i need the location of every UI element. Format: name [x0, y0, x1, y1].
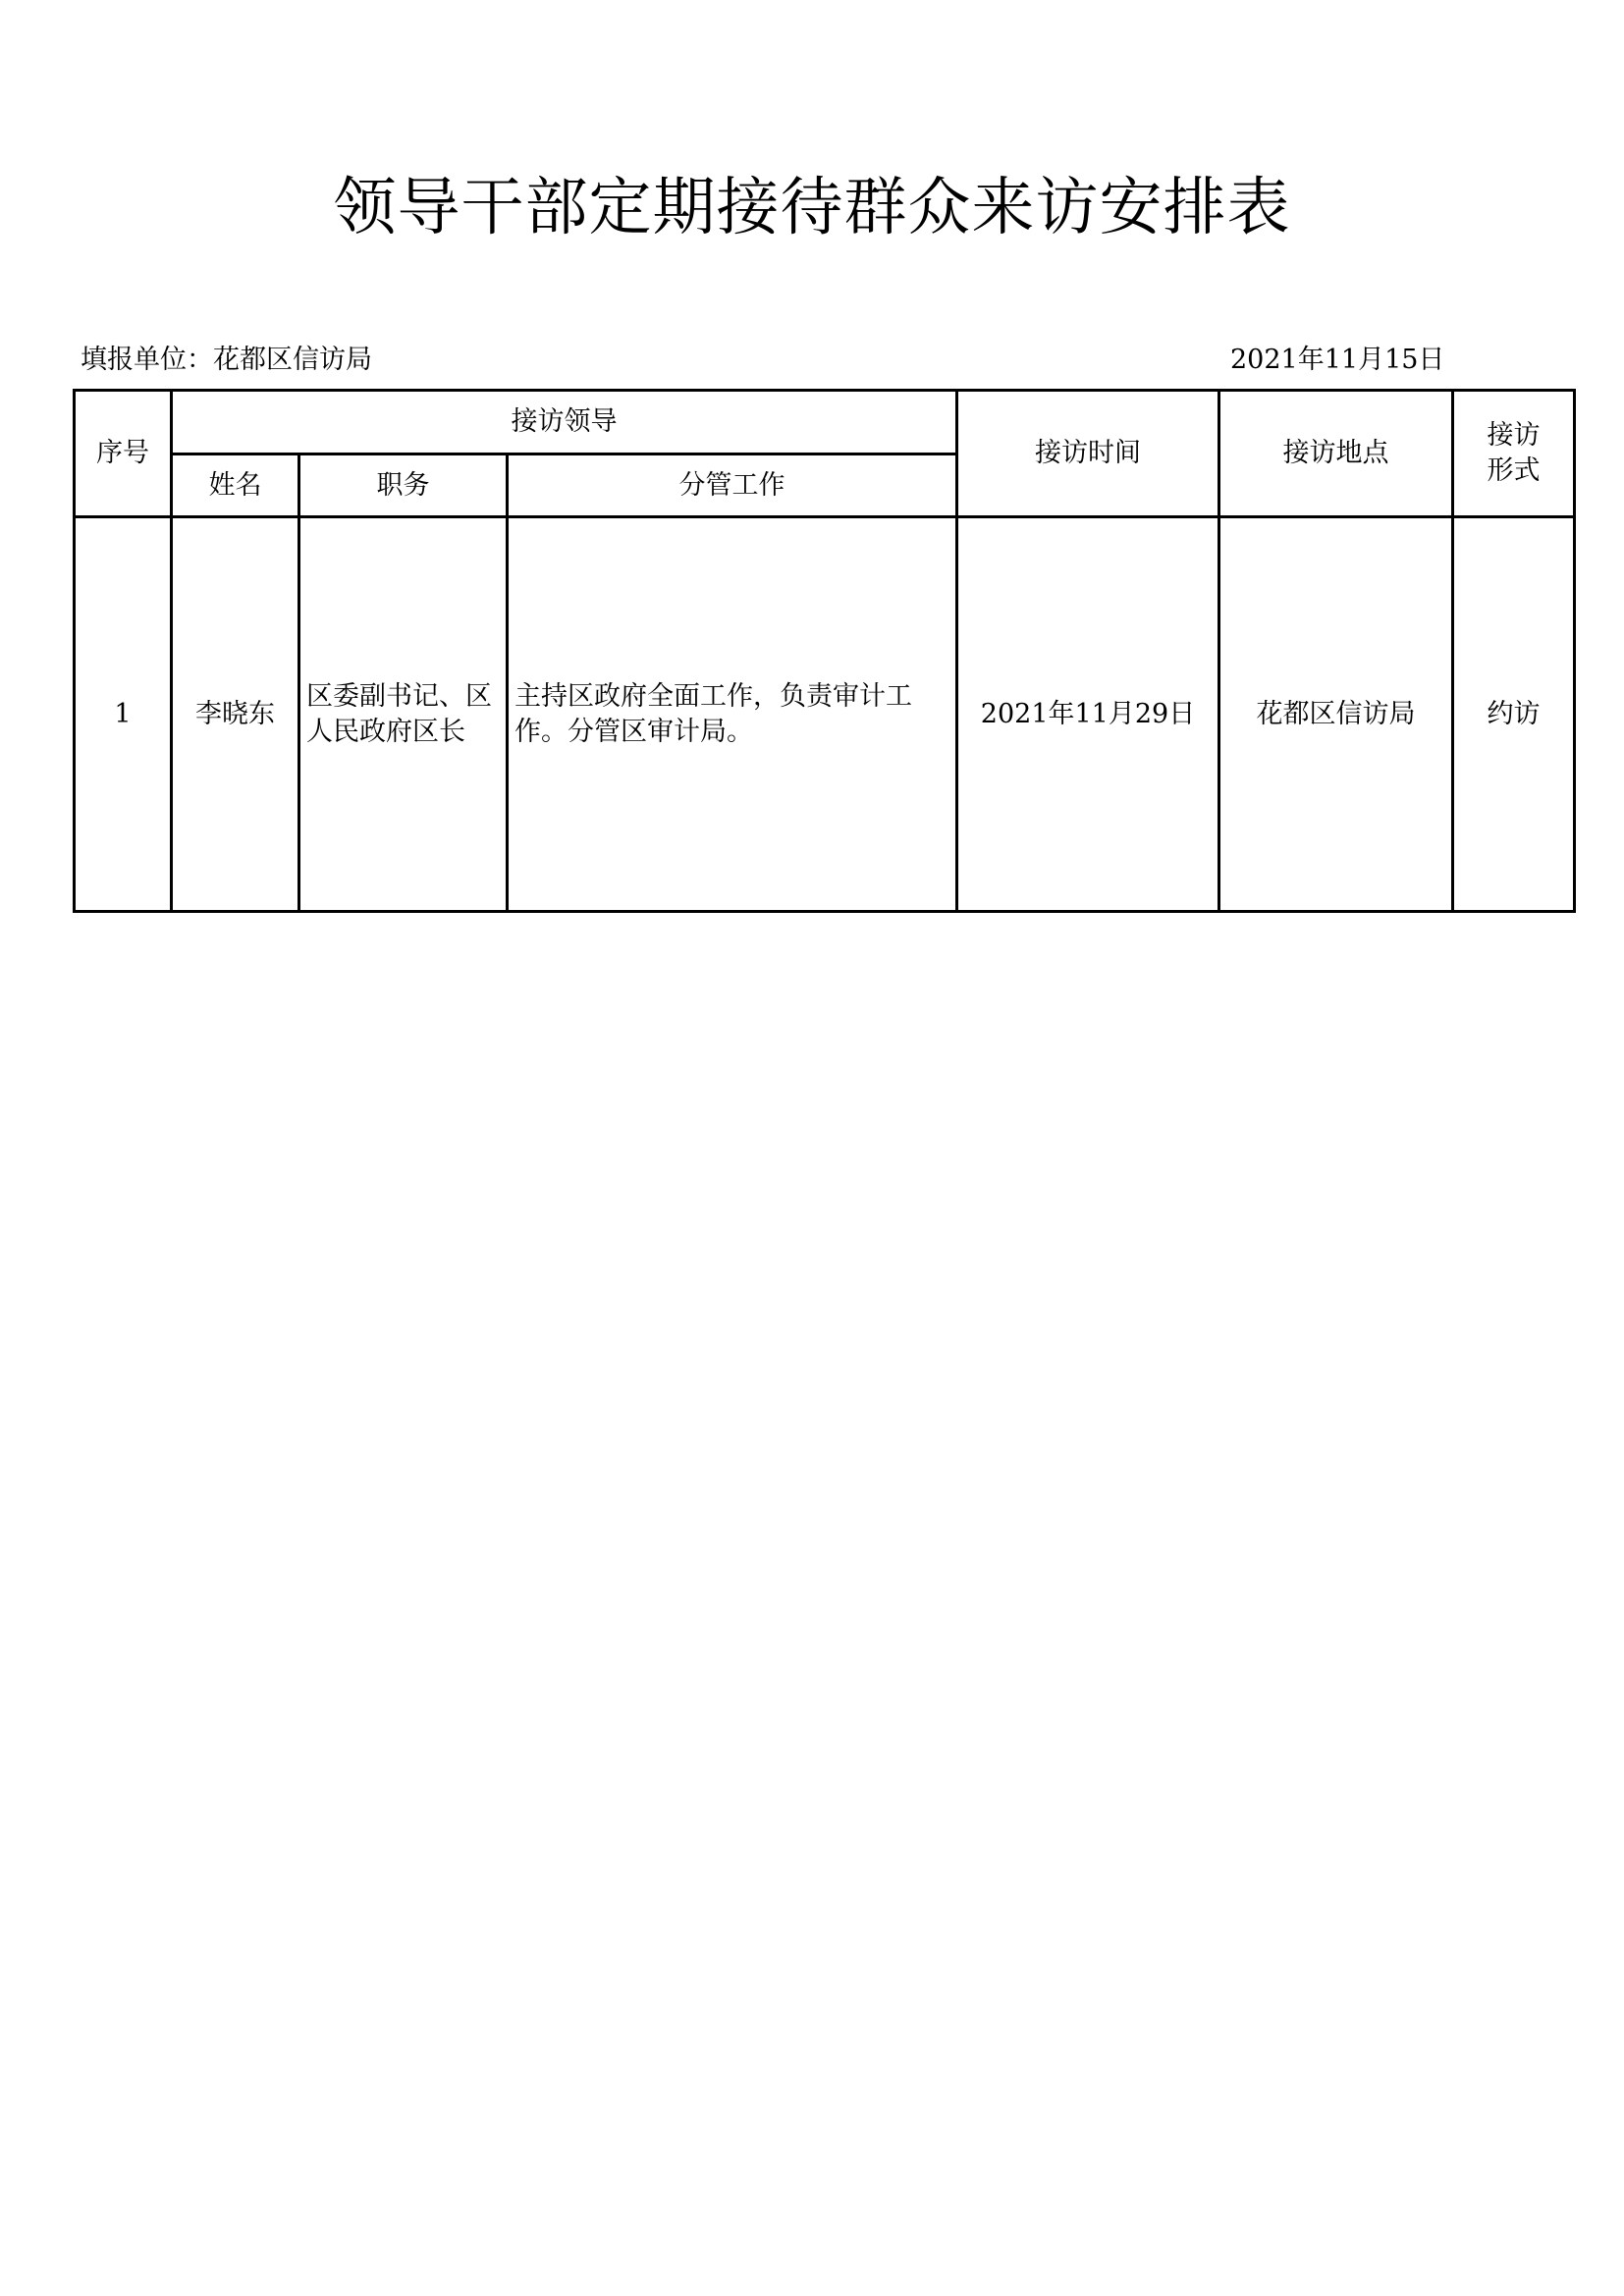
cell-location: 花都区信访局: [1219, 517, 1453, 912]
header-responsibility: 分管工作: [508, 454, 957, 517]
page-title: 领导干部定期接待群众来访安排表: [333, 172, 1291, 244]
header-name: 姓名: [172, 454, 299, 517]
schedule-table: [73, 389, 1576, 913]
reporting-unit: 填报单位：花都区信访局: [81, 345, 372, 375]
header-form: 接访形式: [1453, 391, 1575, 517]
cell-time: 2021年11月29日: [957, 517, 1219, 912]
header-position: 职务: [299, 454, 508, 517]
table-row: [75, 517, 1575, 912]
cell-responsibility: 主持区政府全面工作，负责审计工作。分管区审计局。: [508, 517, 957, 912]
cell-name: 李晓东: [172, 517, 299, 912]
header-time: 接访时间: [957, 391, 1219, 517]
cell-position: 区委副书记、区人民政府区长: [299, 517, 508, 912]
header-location: 接访地点: [1219, 391, 1453, 517]
header-seq: 序号: [75, 391, 172, 517]
header-leader-group: 接访领导: [172, 391, 957, 454]
cell-form: 约访: [1453, 517, 1575, 912]
report-date: 2021年11月15日: [1230, 345, 1445, 375]
cell-seq: 1: [75, 517, 172, 912]
